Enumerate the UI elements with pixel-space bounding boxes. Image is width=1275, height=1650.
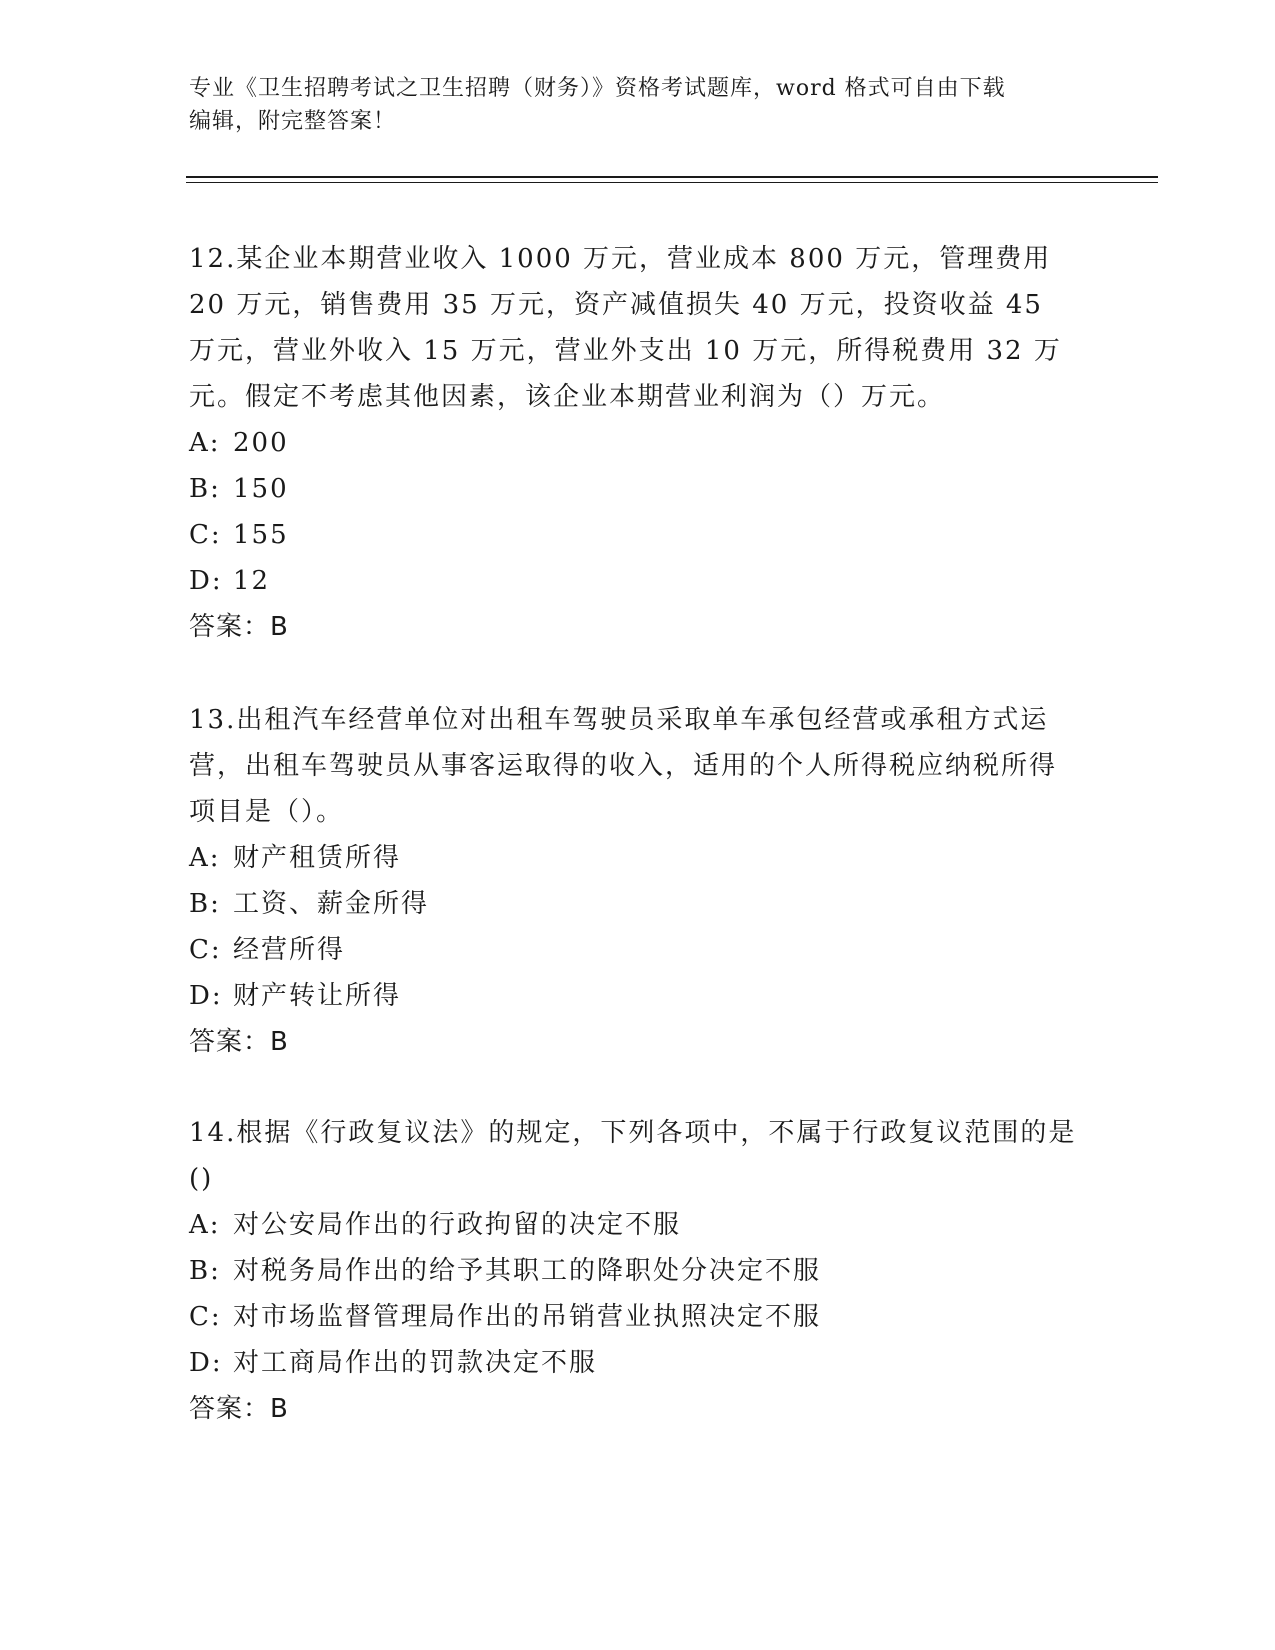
option-key: D: [189, 981, 223, 1011]
answer-line: 答案：B [189, 1027, 289, 1057]
option-b [189, 466, 1079, 512]
option-key: D: [189, 566, 223, 596]
header-line-2: 编辑，附完整答案！ [189, 109, 397, 134]
option-text: 经营所得 [233, 935, 346, 965]
question-stem: 12.某企业本期营业收入 1000 万元，营业成本 800 万元，管理费用 20 万元，销售费用 35 万元，资产减值损失 40 万元，投资收益 45 万元，营业外收入 15 万元，营业外支出 10 万元，所得税费用 32 万元。假定不考虑其他因素，该企业本期营业利润为（）万元。 [189, 244, 1062, 412]
question-12 [189, 236, 1079, 650]
header-divider-thick [186, 176, 1158, 178]
option-text: 对工商局作出的罚款决定不服 [233, 1348, 598, 1378]
option-key: B: [189, 1256, 221, 1286]
answer-line: 答案：B [189, 1394, 289, 1424]
document-header [189, 72, 1079, 138]
option-text: 150 [233, 474, 289, 504]
option-key: B: [189, 889, 221, 919]
option-key: A: [189, 428, 221, 458]
option-key: D: [189, 1348, 223, 1378]
option-c [189, 512, 1079, 558]
option-b [189, 1248, 1079, 1294]
question-13 [189, 697, 1079, 1065]
option-key: A: [189, 843, 221, 873]
option-a [189, 1202, 1079, 1248]
option-text: 对市场监督管理局作出的吊销营业执照决定不服 [233, 1302, 822, 1332]
option-text: 200 [233, 428, 289, 458]
header-line-1: 专业《卫生招聘考试之卫生招聘（财务）》资格考试题库，word 格式可自由下载 [189, 76, 1006, 101]
option-text: 对税务局作出的给予其职工的降职处分决定不服 [233, 1256, 822, 1286]
answer-line: 答案：B [189, 612, 289, 642]
option-key: C: [189, 1302, 222, 1332]
option-text: 对公安局作出的行政拘留的决定不服 [233, 1210, 682, 1240]
question-stem: 13.出租汽车经营单位对出租车驾驶员采取单车承包经营或承租方式运营，出租车驾驶员从事客运取得的收入，适用的个人所得税应纳税所得项目是（）。 [189, 705, 1058, 827]
option-key: C: [189, 935, 222, 965]
option-text: 155 [233, 520, 289, 550]
option-key: A: [189, 1210, 221, 1240]
option-c [189, 927, 1079, 973]
option-d [189, 973, 1079, 1019]
option-c [189, 1294, 1079, 1340]
option-key: C: [189, 520, 222, 550]
option-text: 财产租赁所得 [233, 843, 402, 873]
header-divider-thin [186, 182, 1158, 183]
option-a [189, 835, 1079, 881]
option-text: 12 [233, 566, 271, 596]
question-stem: 14.根据《行政复议法》的规定，下列各项中，不属于行政复议范围的是() [189, 1118, 1077, 1194]
option-d [189, 1340, 1079, 1386]
option-b [189, 881, 1079, 927]
option-d [189, 558, 1079, 604]
option-text: 财产转让所得 [233, 981, 402, 1011]
question-14 [189, 1110, 1079, 1432]
option-a [189, 420, 1079, 466]
option-text: 工资、薪金所得 [233, 889, 430, 919]
option-key: B: [189, 474, 221, 504]
